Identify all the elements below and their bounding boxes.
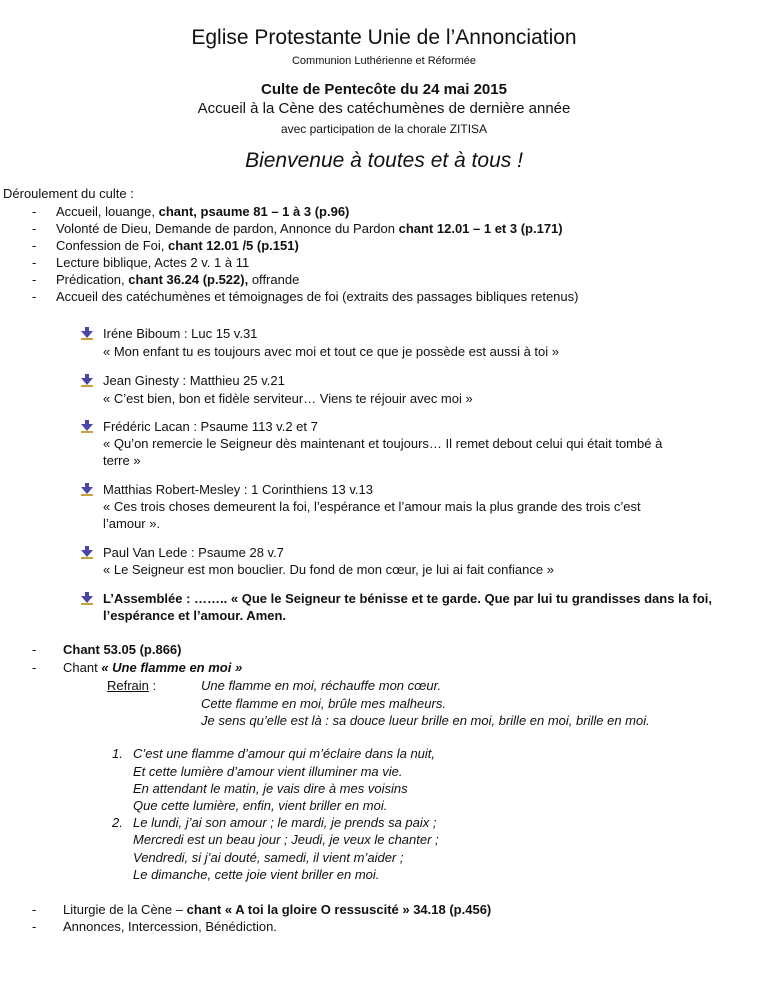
testimony-quote: « Mon enfant tu es toujours avec moi et tout ce que je possède est aussi à toi » (103, 344, 559, 359)
dash: - (32, 642, 37, 657)
order-label: Déroulement du culte : (3, 186, 134, 201)
verse-line: En attendant le matin, je vais dire à mes voisins (133, 781, 408, 796)
testimony-quote: terre » (103, 453, 141, 468)
arrow-bullet-icon (80, 419, 94, 433)
welcome-heading: Bienvenue à toutes et à tous ! (245, 149, 523, 172)
dash: - (32, 660, 37, 675)
dash: - (32, 204, 37, 219)
verse-line: Le lundi, j’ai son amour ; le mardi, je prends sa paix ; (133, 815, 437, 830)
order-item: Prédication, chant 36.24 (p.522), offrande (56, 272, 300, 287)
dash: - (32, 255, 37, 270)
testimony-quote: « Qu’on remercie le Seigneur dès maintenant et toujours… Il remet debout celui qui était tombé à (103, 436, 663, 451)
order-item: Confession de Foi, chant 12.01 /5 (p.151) (56, 238, 299, 253)
verse-line: Mercredi est un beau jour ; Jeudi, je veux le chanter ; (133, 832, 439, 847)
verse-number: 1. (112, 746, 123, 761)
dash: - (32, 221, 37, 236)
verse-line: Le dimanche, cette joie vient briller en moi. (133, 867, 380, 882)
refrain-line: Une flamme en moi, réchauffe mon cœur. (201, 678, 442, 693)
dash: - (32, 919, 37, 934)
order-item: Accueil des catéchumènes et témoignages de foi (extraits des passages bibliques retenus) (56, 289, 579, 304)
dash: - (32, 272, 37, 287)
service-line3: avec participation de la chorale ZITISA (280, 122, 488, 136)
assembly-line: l’espérance et l’amour. Amen. (103, 608, 287, 623)
refrain-label: Refrain : (107, 678, 157, 693)
testimony-quote: « C’est bien, bon et fidèle serviteur… Viens te réjouir avec moi » (103, 391, 473, 406)
assembly-line: L’Assemblée : …….. « Que le Seigneur te bénisse et te garde. Que par lui tu grandisses dans la foi, (103, 591, 713, 606)
arrow-bullet-icon (80, 545, 94, 559)
arrow-bullet-icon (80, 482, 94, 496)
testimony-name: Iréne Biboum : Luc 15 v.31 (103, 326, 258, 341)
arrow-bullet-icon (80, 591, 94, 605)
closing-item: Annonces, Intercession, Bénédiction. (63, 919, 277, 934)
page-subtitle: Communion Luthérienne et Réformée (291, 55, 477, 67)
verse-line: Que cette lumière, enfin, vient briller en moi. (133, 798, 388, 813)
refrain-line: Je sens qu’elle est là : sa douce lueur brille en moi, brille en moi, brille en moi. (201, 713, 650, 728)
testimony-name: Jean Ginesty : Matthieu 25 v.21 (103, 373, 285, 388)
testimony-quote: « Le Seigneur est mon bouclier. Du fond de mon cœur, je lui ai fait confiance » (103, 562, 554, 577)
chant-item: Chant 53.05 (p.866) (63, 642, 182, 657)
verse-line: C’est une flamme d’amour qui m’éclaire dans la nuit, (133, 746, 436, 761)
order-item: Lecture biblique, Actes 2 v. 1 à 11 (56, 255, 250, 270)
verse-line: Vendredi, si j’ai douté, samedi, il vient m’aider ; (133, 850, 404, 865)
dash: - (32, 289, 37, 304)
refrain-line: Cette flamme en moi, brûle mes malheurs. (201, 696, 446, 711)
testimony-quote: l’amour ». (103, 516, 161, 531)
arrow-bullet-icon (80, 373, 94, 387)
dash: - (32, 902, 37, 917)
order-item: Volonté de Dieu, Demande de pardon, Annonce du Pardon chant 12.01 – 1 et 3 (p.171) (56, 221, 563, 236)
page-title: Eglise Protestante Unie de l’Annonciation (191, 26, 577, 49)
arrow-bullet-icon (80, 326, 94, 340)
verse-number: 2. (112, 815, 123, 830)
closing-item: Liturgie de la Cène – chant « A toi la gloire O ressuscité » 34.18 (p.456) (63, 902, 492, 917)
testimony-name: Matthias Robert-Mesley : 1 Corinthiens 13 v.13 (103, 482, 373, 497)
dash: - (32, 238, 37, 253)
order-item: Accueil, louange, chant, psaume 81 – 1 à 3 (p.96) (56, 204, 350, 219)
testimony-name: Frédéric Lacan : Psaume 113 v.2 et 7 (103, 419, 318, 434)
verse-line: Et cette lumière d’amour vient illuminer ma vie. (133, 764, 403, 779)
service-title: Culte de Pentecôte du 24 mai 2015 (261, 81, 507, 98)
testimony-quote: « Ces trois choses demeurent la foi, l’espérance et l’amour mais la plus grande des trois c’est (103, 499, 641, 514)
testimony-name: Paul Van Lede : Psaume 28 v.7 (103, 545, 284, 560)
service-line2: Accueil à la Cène des catéchumènes de dernière année (197, 100, 571, 117)
chant-item: Chant « Une flamme en moi » (63, 660, 243, 675)
